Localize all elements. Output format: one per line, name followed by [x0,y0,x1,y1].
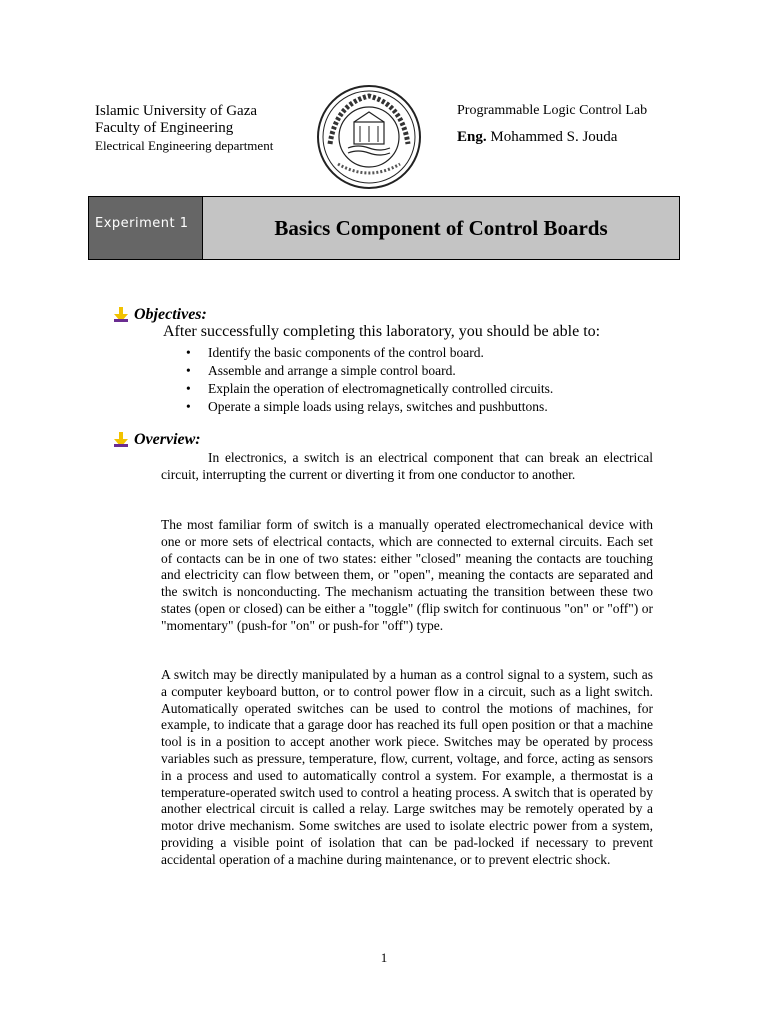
instructor-name: Mohammed S. Jouda [490,129,618,145]
list-item: • Identify the basic components of the control board. [186,345,484,360]
overview-heading-label: Overview: [134,431,201,448]
arrow-bullet-icon [113,307,129,323]
page-title: Basics Component of Control Boards [274,215,608,240]
university-seal-icon [316,84,422,190]
arrow-bullet-icon [113,432,129,448]
list-item: • Explain the operation of electromagnetically controlled circuits. [186,381,554,396]
objectives-heading-label: Objectives: [134,306,207,323]
overview-paragraph-3: A switch may be directly manipulated by a human as a control signal to a system, such as a computer keyboard button, or to control power flow in a circuit, such as a light switch. Automatically operated switches can be used to control the motions of machines, for example, to indicate that a garage door has reached its full open position or that a machine tool is in a position to accept another work piece. Switches may be operated by process variables such as pressure, temperature, flow, current, voltage, and force, acting as sensors in a process and used to automatically control a system. For example, a thermostat is a temperature-operated switch used to control a heating process. A switch that is operated by another electrical circuit is called a relay. Large switches may be remotely operated by a motor drive mechanism. Some switches are used to isolate electric power from a system, providing a visible point of isolation that can be pad-locked if necessary to prevent accidental operation of a machine during maintenance, or to prevent electric shock. [161,667,653,867]
lab-block [457,103,647,146]
overview-heading [113,431,201,449]
objectives-list [186,344,553,416]
title-box [88,196,680,260]
bullet-icon: • [186,345,191,360]
bullet-icon: • [186,399,191,414]
overview-paragraph-1: In electronics, a switch is an electrical component that can break an electrical circuit, interrupting the current or diverting it from one conductor to another. [161,450,653,482]
list-item: • Assemble and arrange a simple control board. [186,363,456,378]
list-item: • Operate a simple loads using relays, switches and pushbuttons. [186,399,548,414]
lab-name: Programmable Logic Control Lab [457,103,648,118]
overview-paragraph-2: The most familiar form of switch is a manually operated electromechanical device with one or more sets of electrical contacts, which are connected to external circuits. Each set of contacts can be in one of two states: either "closed" meaning the contacts are touching and electricity can flow between them, or "open", meaning the contacts are separated and the switch is nonconducting. The mechanism actuating the transition between these two states (open or closed) can be either a "toggle" (flip switch for continuous "on" or "off") or "momentary" (push-for "on" or push-for "off") type. [161,517,653,633]
objectives-heading [113,306,207,324]
university-name: Islamic University of Gaza [95,103,258,119]
page-number: 1 [380,950,388,965]
instructor-prefix: Eng. [457,129,487,145]
bullet-icon: • [186,381,191,396]
objectives-intro: After successfully completing this laboratory, you should be able to: [163,323,601,340]
department-name: Electrical Engineering department [95,138,274,153]
experiment-label: Experiment 1 [95,216,189,231]
faculty-name: Faculty of Engineering [95,120,234,136]
experiment-cell [89,197,203,259]
instructor [457,129,647,146]
institution-block [95,103,273,154]
bullet-icon: • [186,363,191,378]
